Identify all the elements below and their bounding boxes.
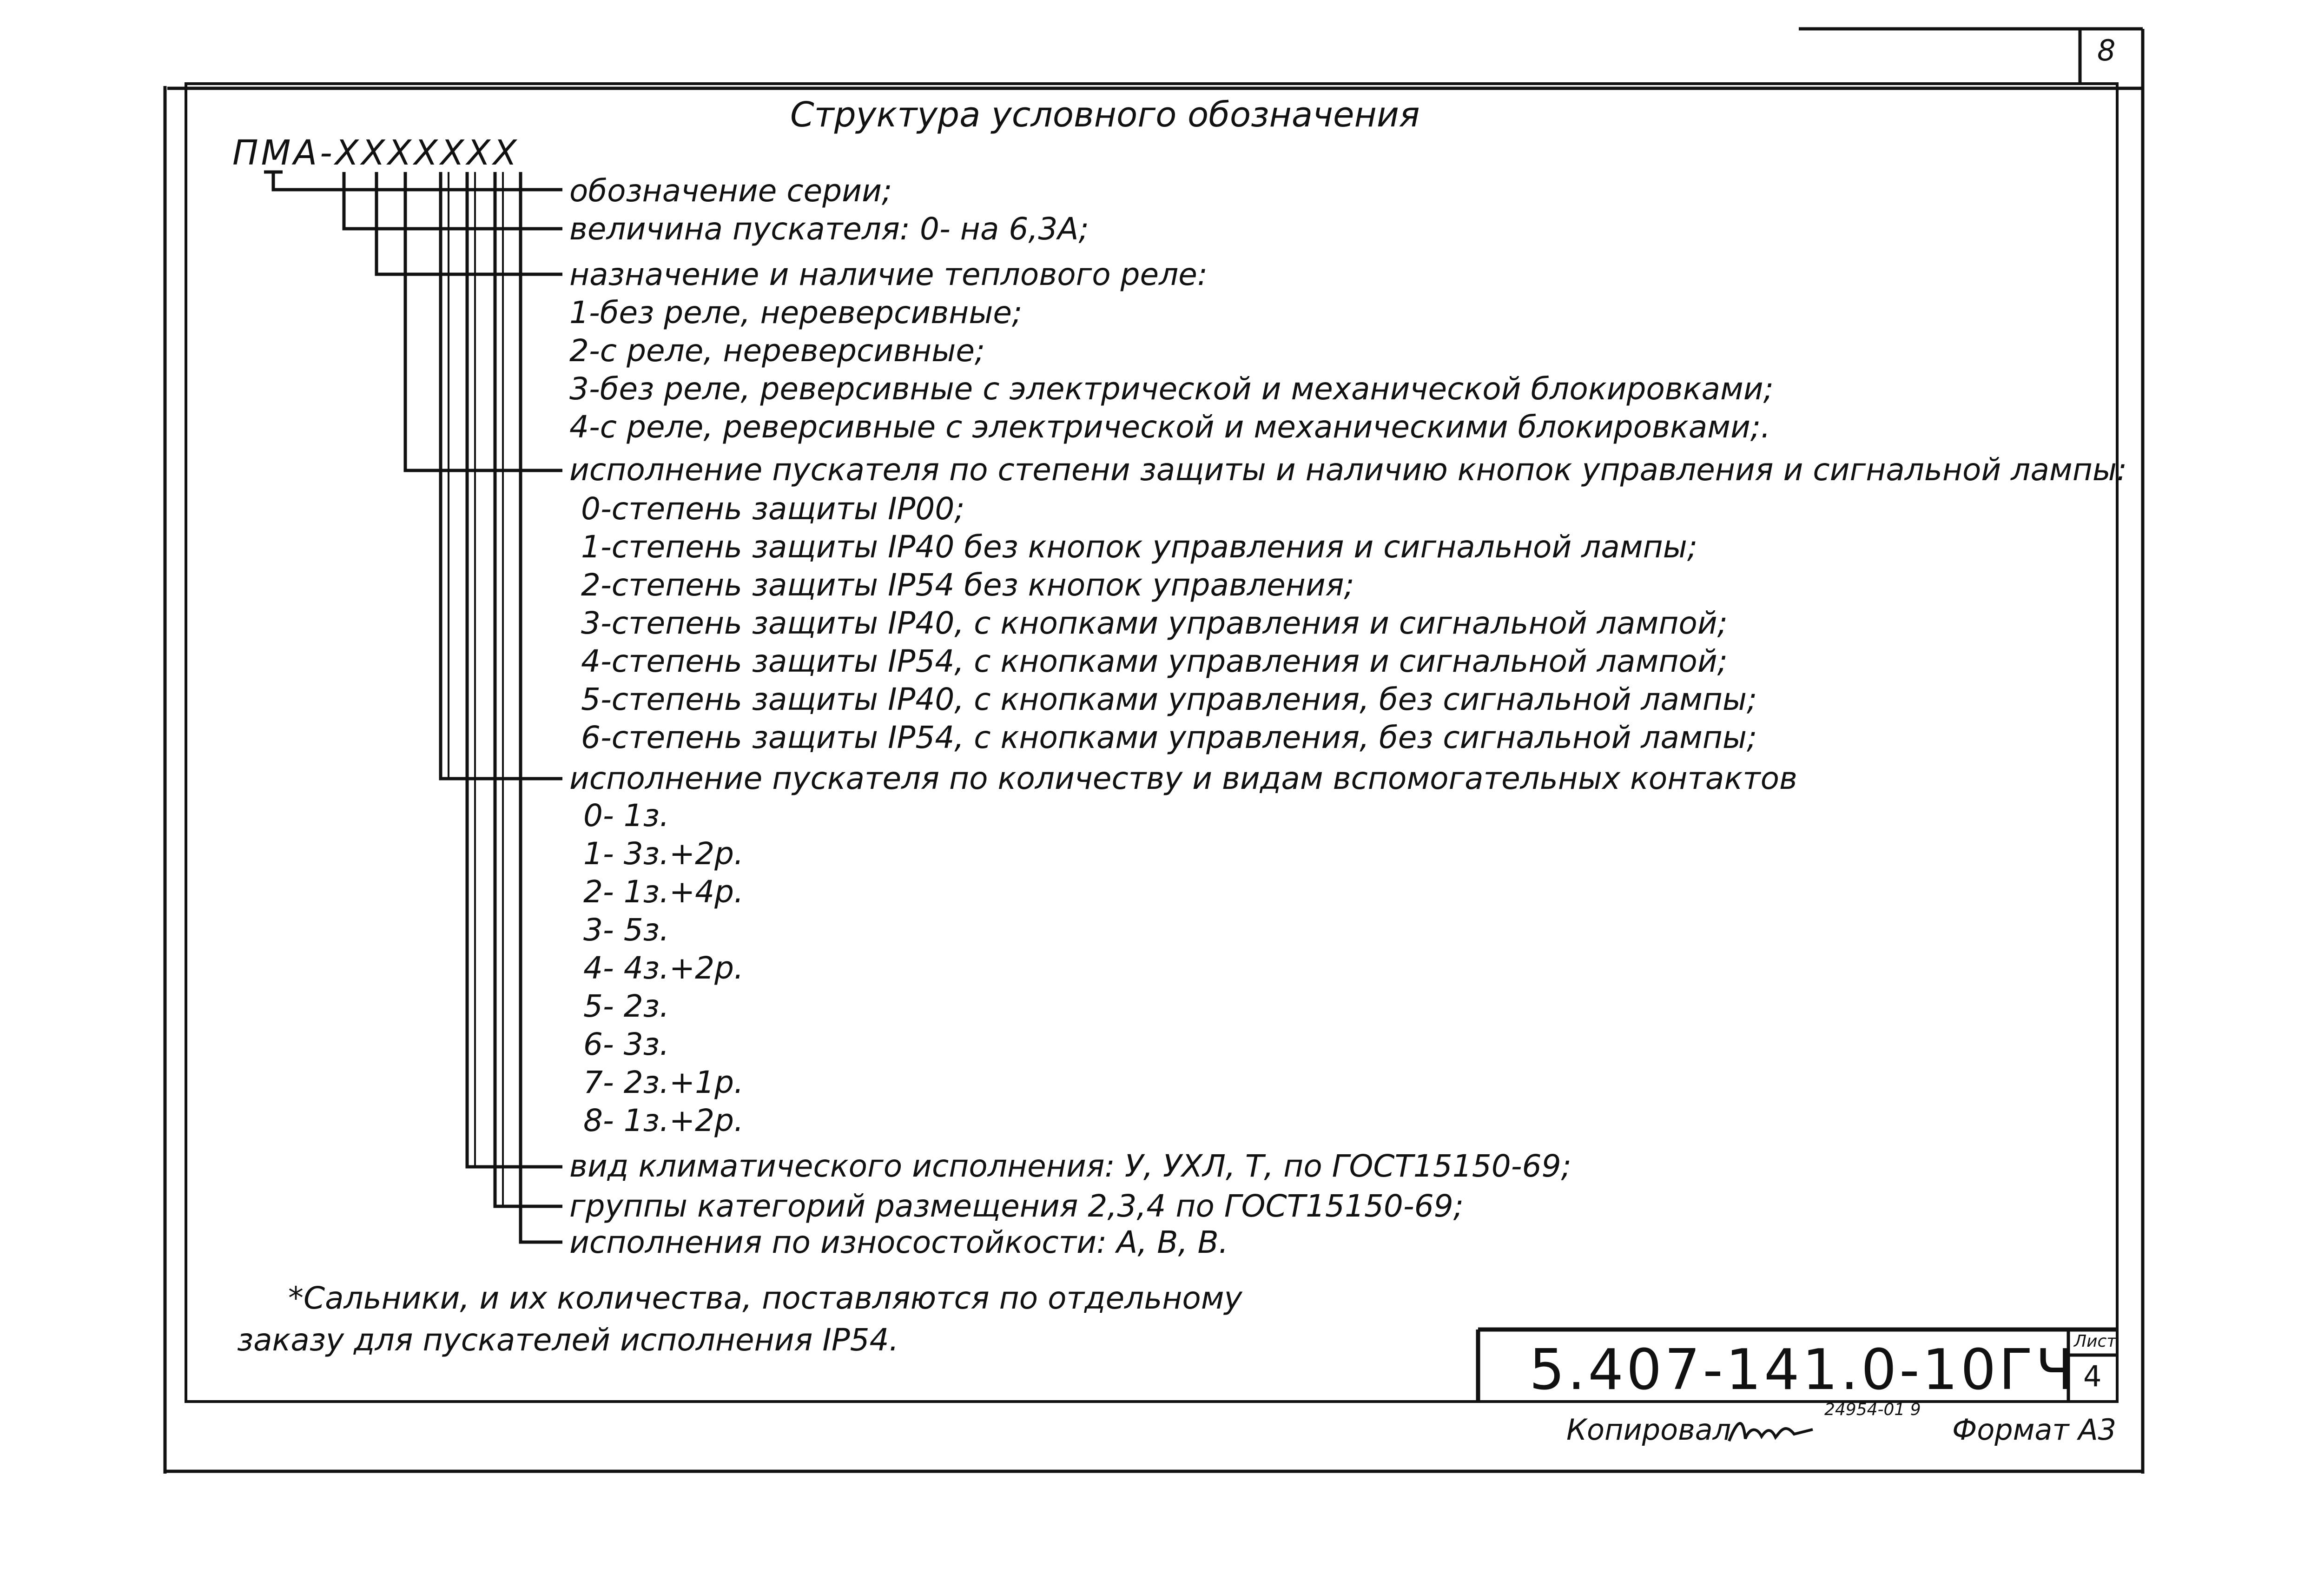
contacts-option: 7- 2з.+1р. [583, 1065, 744, 1100]
item-protection: исполнение пускателя по степени защиты и наличию кнопок управления и сигнальной лампы: [569, 452, 2127, 488]
signature [1724, 1409, 1817, 1450]
contacts-option: 2- 1з.+4р. [583, 874, 744, 910]
contacts-option: 4- 4з.+2р. [583, 950, 744, 986]
item-contacts: исполнение пускателя по количеству и видам вспомогательных контактов [569, 761, 1797, 796]
footnote-line-1: *Сальники, и их количества, поставляются по отдельному [288, 1280, 1242, 1316]
inventory-number: 24954-01 9 [1824, 1400, 1921, 1419]
relay-option: 4-с реле, реверсивные с электрической и механическими блокировками;. [569, 409, 1771, 445]
sheet-corner-number: 8 [2097, 33, 2116, 67]
item-wear: исполнения по износостойкости: А, В, В. [569, 1224, 1228, 1260]
copied-by-label: Копировал [1566, 1413, 1731, 1447]
item-series: обозначение серии; [569, 173, 892, 209]
protection-option: 1-степень защиты IP40 без кнопок управления и сигнальной лампы; [581, 529, 1698, 565]
relay-option: 2-с реле, нереверсивные; [569, 333, 985, 369]
item-placement: группы категорий размещения 2,3,4 по ГОСТ15150-69; [569, 1188, 1464, 1224]
page-title: Структура условного обозначения [790, 95, 1420, 135]
format-label: Формат А3 [1952, 1413, 2117, 1447]
designation-code: ПМА-XXXXXXX [232, 133, 520, 173]
contacts-option: 0- 1з. [583, 798, 669, 833]
relay-option: 1-без реле, нереверсивные; [569, 295, 1023, 331]
protection-option: 3-степень защиты IP40, с кнопками управления и сигнальной лампой; [581, 605, 1728, 641]
document-code: 5.407-141.0-10ГЧ [1529, 1338, 2077, 1402]
contacts-option: 8- 1з.+2р. [583, 1103, 744, 1138]
item-relay: назначение и наличие теплового реле: [569, 257, 1208, 292]
sheet-number: 4 [2083, 1359, 2102, 1393]
contacts-option: 1- 3з.+2р. [583, 836, 744, 872]
footnote-line-2: заказу для пускателей исполнения IP54. [237, 1322, 899, 1358]
contacts-option: 5- 2з. [583, 988, 669, 1024]
protection-option: 2-степень защиты IP54 без кнопок управления; [581, 567, 1354, 603]
protection-option: 5-степень защиты IP40, с кнопками управления, без сигнальной лампы; [581, 681, 1757, 717]
contacts-option: 6- 3з. [583, 1026, 669, 1062]
sheet-label: Лист [2074, 1332, 2117, 1351]
contacts-option: 3- 5з. [583, 912, 669, 948]
item-size: величина пускателя: 0- на 6,3А; [569, 211, 1089, 247]
relay-option: 3-без реле, реверсивные с электрической и механической блокировками; [569, 371, 1774, 407]
protection-option: 0-степень защиты IP00; [581, 491, 965, 527]
protection-option: 4-степень защиты IP54, с кнопками управления и сигнальной лампой; [581, 643, 1728, 679]
protection-option: 6-степень защиты IP54, с кнопками управления, без сигнальной лампы; [581, 720, 1757, 755]
item-climate: вид климатического исполнения: У, УХЛ, Т, по ГОСТ15150-69; [569, 1148, 1571, 1184]
